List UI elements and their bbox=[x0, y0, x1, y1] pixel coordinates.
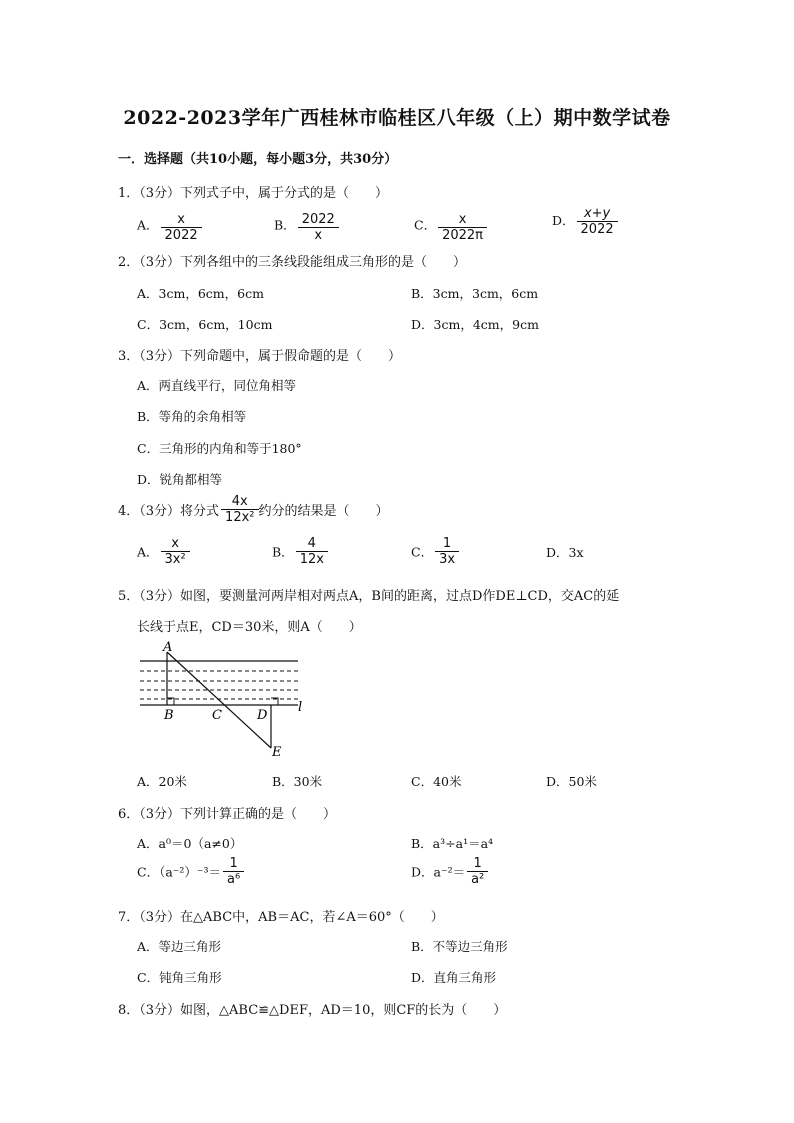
question-2-stem: 2．（3分）下列各组中的三条线段能组成三角形的是（ ） bbox=[118, 255, 467, 270]
q1-option-a[interactable] bbox=[137, 212, 202, 240]
numerator: 1 bbox=[229, 856, 238, 871]
q4-option-a[interactable] bbox=[137, 536, 190, 567]
fraction bbox=[161, 212, 202, 240]
q5-option-b[interactable]: B．30米 bbox=[272, 774, 323, 789]
point-label-b: B bbox=[164, 708, 174, 723]
q7-option-a[interactable]: A．等边三角形 bbox=[137, 939, 222, 954]
numerator: x bbox=[458, 212, 467, 227]
q4-option-d[interactable]: D．3x bbox=[546, 545, 584, 560]
denominator: a⁶ bbox=[227, 872, 241, 887]
option-label: B． bbox=[272, 544, 294, 560]
denominator: 2022 bbox=[580, 222, 614, 237]
numerator: 4 bbox=[307, 536, 316, 551]
question-5-stem-line2: 长线于点E，CD＝30米，则A（ ） bbox=[137, 620, 362, 635]
question-6-stem: 6．（3分）下列计算正确的是（ ） bbox=[118, 807, 337, 822]
river-figure bbox=[130, 638, 320, 760]
line-label-l: l bbox=[298, 700, 303, 715]
q2-option-c[interactable]: C．3cm，6cm，10cm bbox=[137, 317, 273, 332]
fraction bbox=[467, 856, 488, 887]
section-heading: 一．选择题（共10小题，每小题3分，共30分） bbox=[118, 152, 398, 167]
option-label: D． bbox=[552, 213, 575, 228]
q2-option-d[interactable]: D．3cm，4cm，9cm bbox=[411, 317, 539, 332]
q4-option-b[interactable] bbox=[272, 536, 328, 567]
denominator: 2022 bbox=[164, 228, 198, 240]
point-label-a: A bbox=[163, 640, 173, 655]
q7-option-c[interactable]: C．钝角三角形 bbox=[137, 970, 222, 985]
point-label-d: D bbox=[257, 708, 268, 723]
q3-option-d[interactable]: D．锐角都相等 bbox=[137, 472, 223, 487]
numerator: x bbox=[171, 536, 179, 551]
fraction bbox=[223, 856, 244, 887]
stem-text: 约分的结果是（ ） bbox=[258, 504, 389, 519]
fraction bbox=[435, 536, 459, 567]
q6-option-c[interactable] bbox=[137, 856, 244, 887]
q6-option-d[interactable] bbox=[411, 856, 488, 887]
denominator: 12x bbox=[299, 552, 324, 567]
q5-option-c[interactable]: C．40米 bbox=[411, 774, 462, 789]
option-label: B． bbox=[274, 217, 296, 233]
option-label: A． bbox=[137, 544, 159, 560]
numerator: 2022 bbox=[301, 212, 335, 227]
option-label: A． bbox=[137, 217, 159, 233]
fraction bbox=[221, 494, 258, 525]
fraction bbox=[577, 206, 618, 237]
q6-option-b[interactable]: B．a³÷a¹＝a⁴ bbox=[411, 836, 494, 851]
option-label: C．（a⁻²）⁻³＝ bbox=[137, 864, 221, 880]
numerator: 1 bbox=[442, 536, 452, 551]
page-title: 2022-2023学年广西桂林市临桂区八年级（上）期中数学试卷 bbox=[123, 107, 671, 129]
denominator: 2022π bbox=[442, 228, 483, 240]
question-5-stem-line1: 5．（3分）如图，要测量河两岸相对两点A，B间的距离，过点D作DE⊥CD，交AC的延 bbox=[118, 589, 620, 604]
question-8-stem: 8．（3分）如图，△ABC≌△DEF，AD＝10，则CF的长为（ ） bbox=[118, 1003, 507, 1018]
point-label-e: E bbox=[272, 745, 282, 760]
q6-option-a[interactable]: A．a⁰＝0（a≠0） bbox=[137, 836, 243, 851]
point-label-c: C bbox=[212, 708, 222, 723]
option-label: C． bbox=[414, 217, 437, 233]
q2-option-a[interactable]: A．3cm，6cm，6cm bbox=[137, 286, 264, 301]
numerator: x+y bbox=[583, 206, 611, 221]
q1-option-d[interactable] bbox=[552, 206, 618, 237]
q5-option-a[interactable]: A．20米 bbox=[137, 774, 187, 789]
denominator: x bbox=[314, 228, 323, 240]
option-label: C． bbox=[411, 544, 434, 560]
numerator: 1 bbox=[473, 856, 482, 871]
numerator: 4x bbox=[231, 494, 248, 509]
question-1-stem: 1．（3分）下列式子中，属于分式的是（ ） bbox=[118, 186, 389, 201]
q7-option-b[interactable]: B．不等边三角形 bbox=[411, 939, 508, 954]
q7-option-d[interactable]: D．直角三角形 bbox=[411, 970, 497, 985]
denominator: 3x² bbox=[164, 552, 186, 567]
fraction bbox=[161, 536, 190, 567]
question-3-stem: 3．（3分）下列命题中，属于假命题的是（ ） bbox=[118, 349, 402, 364]
fraction bbox=[298, 212, 339, 240]
denominator: a² bbox=[471, 872, 485, 887]
fraction bbox=[438, 212, 487, 240]
q4-option-c[interactable] bbox=[411, 536, 459, 567]
numerator: x bbox=[177, 212, 185, 227]
segment-ae bbox=[167, 652, 271, 748]
denominator: 3x bbox=[439, 552, 456, 567]
q3-option-c[interactable]: C．三角形的内角和等于180° bbox=[137, 441, 302, 456]
denominator: 12x² bbox=[225, 510, 255, 525]
fraction bbox=[296, 536, 328, 567]
option-label: D．a⁻²＝ bbox=[411, 864, 466, 880]
stem-text: 4．（3分）将分式 bbox=[118, 504, 220, 519]
q1-option-b[interactable] bbox=[274, 212, 339, 240]
q5-option-d[interactable]: D．50米 bbox=[546, 774, 597, 789]
q3-option-a[interactable]: A．两直线平行，同位角相等 bbox=[137, 378, 297, 393]
question-7-stem: 7．（3分）在△ABC中，AB＝AC，若∠A＝60°（ ） bbox=[118, 910, 444, 925]
question-4-stem bbox=[118, 494, 389, 525]
q3-option-b[interactable]: B．等角的余角相等 bbox=[137, 409, 247, 424]
q1-option-c[interactable] bbox=[414, 212, 487, 240]
q2-option-b[interactable]: B．3cm，3cm，6cm bbox=[411, 286, 539, 301]
